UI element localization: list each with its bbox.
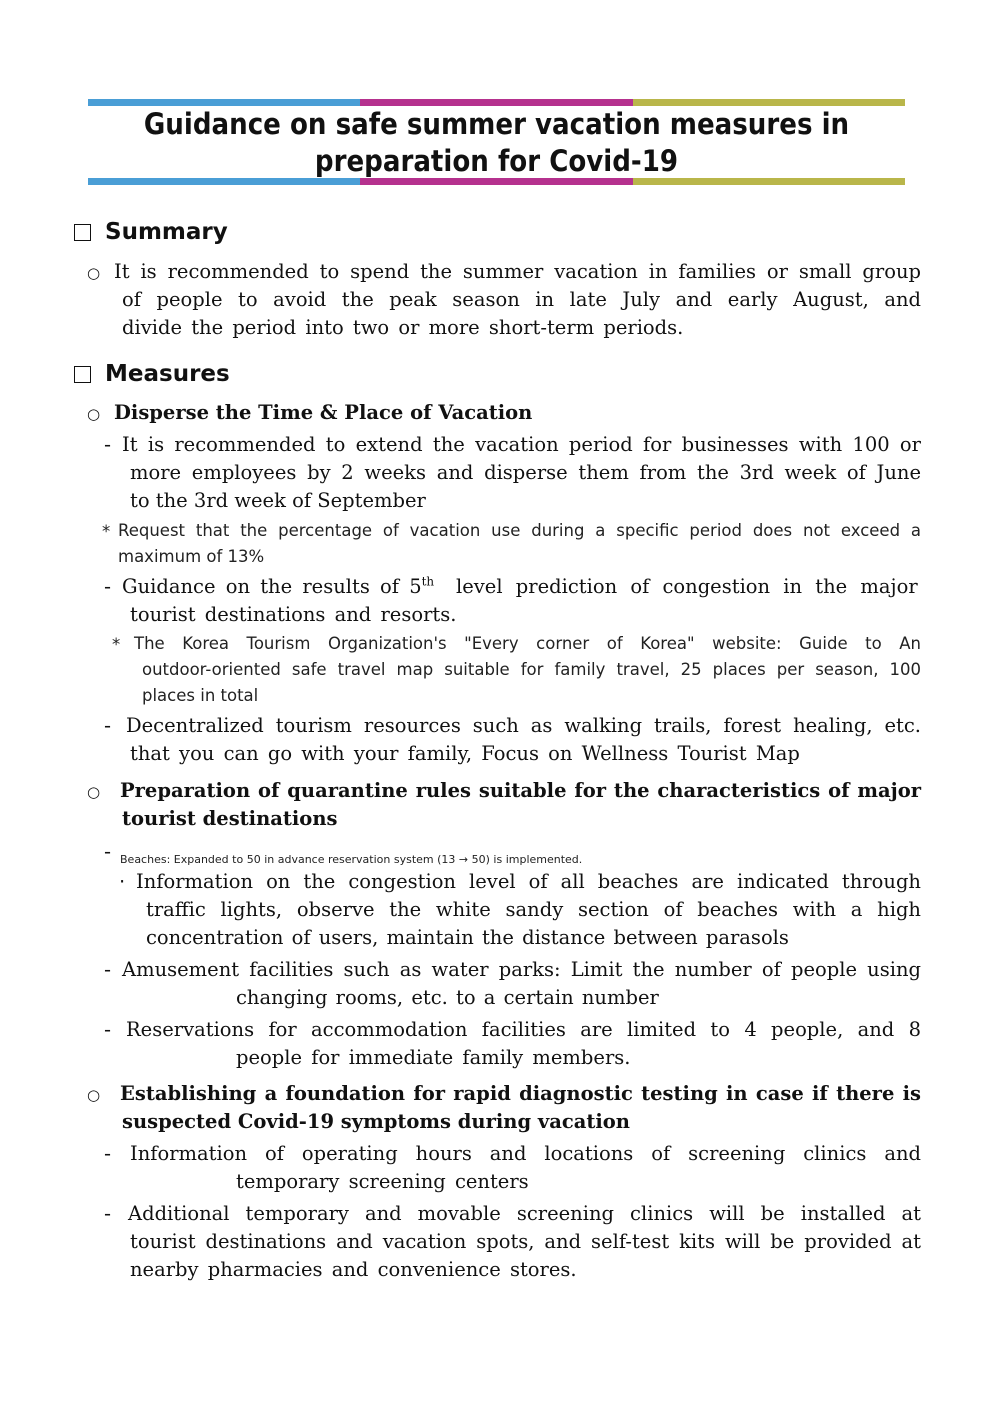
note-line: outdoor-oriented safe travel map suitable for family travel, 25 places per season, 100: [142, 660, 921, 679]
checkbox-square-icon: [74, 224, 91, 241]
superscript: th: [421, 574, 435, 589]
detail-line: more employees by 2 weeks and disperse them from the 3rd week of June: [130, 461, 921, 484]
middle-dot-bullet: ·: [119, 870, 126, 893]
circle-bullet-icon: ○: [87, 405, 101, 423]
section-title: Establishing a foundation for rapid diagnostic testing in case if there is: [120, 1082, 921, 1105]
circle-bullet-icon: ○: [87, 264, 101, 282]
asterisk-note-icon: *: [112, 635, 121, 654]
note-line: The Korea Tourism Organization's "Every corner of Korea" website: Guide to An: [134, 634, 921, 653]
note-line: places in total: [142, 686, 259, 705]
bar-segment-magenta: [360, 178, 632, 185]
detail-line: tourist destinations and vacation spots, and self-test kits will be provided at: [130, 1230, 921, 1253]
detail-line: It is recommended to extend the vacation period for businesses with 100 or: [122, 433, 921, 456]
bar-segment-magenta: [360, 99, 632, 106]
checkbox-square-icon: [74, 366, 91, 383]
detail-line: tourist destinations and resorts.: [130, 603, 457, 626]
dash-bullet: -: [104, 840, 112, 863]
detail-line: changing rooms, etc. to a certain number: [236, 986, 659, 1009]
circle-bullet-icon: ○: [87, 1086, 101, 1104]
dash-bullet: -: [104, 575, 112, 598]
dash-bullet: -: [104, 1142, 112, 1165]
detail-line: level prediction of congestion in the major: [456, 575, 918, 598]
detail-line: nearby pharmacies and convenience stores.: [130, 1258, 577, 1281]
detail-line: Information on the congestion level of all beaches are indicated through: [136, 870, 921, 893]
detail-line: [122, 573, 434, 601]
measures-heading-label: Measures: [105, 361, 230, 387]
asterisk-note-icon: *: [102, 522, 111, 541]
note-line: Request that the percentage of vacation use during a specific period does not exceed a: [118, 521, 921, 540]
summary-line: of people to avoid the peak season in late July and early August, and: [122, 288, 921, 311]
dash-bullet: -: [104, 1202, 112, 1225]
detail-line: Decentralized tourism resources such as walking trails, forest healing, etc.: [126, 714, 921, 737]
bar-segment-blue: [88, 178, 360, 185]
detail-line: Information of operating hours and locations of screening clinics and: [130, 1142, 921, 1165]
summary-heading-label: Summary: [105, 219, 228, 245]
bar-segment-blue: [88, 99, 360, 106]
dash-bullet: -: [104, 714, 112, 737]
title-line-1: Guidance on safe summer vacation measures in: [143, 107, 850, 141]
circle-bullet-icon: ○: [87, 783, 101, 801]
detail-line: Additional temporary and movable screening clinics will be installed at: [128, 1202, 921, 1225]
dash-bullet: -: [104, 1018, 112, 1041]
section-title: suspected Covid-19 symptoms during vacation: [122, 1110, 630, 1133]
detail-line: Amusement facilities such as water parks: Limit the number of people using: [122, 958, 921, 981]
beaches-line: Beaches: Expanded to 50 in advance reservation system (13 → 50) is implemented.: [120, 853, 583, 866]
summary-line: divide the period into two or more short-term periods.: [122, 316, 684, 339]
summary-heading: [74, 217, 228, 247]
summary-line: It is recommended to spend the summer vacation in families or small group: [114, 260, 921, 283]
detail-line: concentration of users, maintain the distance between parasols: [146, 926, 789, 949]
title-bar-top: [88, 99, 905, 106]
dash-bullet: -: [104, 433, 112, 456]
detail-line: temporary screening centers: [236, 1170, 529, 1193]
section-title: tourist destinations: [122, 807, 338, 830]
measures-heading: [74, 359, 230, 389]
detail-line: people for immediate family members.: [236, 1046, 631, 1069]
detail-text: Guidance on the results of 5: [122, 575, 422, 598]
title-bar-bottom: [88, 178, 905, 185]
bar-segment-olive: [633, 178, 905, 185]
note-line: maximum of 13%: [118, 547, 265, 566]
page-title: [129, 106, 864, 180]
detail-line: traffic lights, observe the white sandy section of beaches with a high: [146, 898, 921, 921]
detail-line: Reservations for accommodation facilities are limited to 4 people, and 8: [126, 1018, 921, 1041]
section-title: Preparation of quarantine rules suitable for the characteristics of major: [120, 779, 921, 802]
section-title: Disperse the Time & Place of Vacation: [114, 401, 533, 424]
title-line-2: preparation for Covid-19: [314, 144, 679, 178]
detail-line: to the 3rd week of September: [130, 489, 426, 512]
detail-line: that you can go with your family, Focus on Wellness Tourist Map: [130, 742, 800, 765]
dash-bullet: -: [104, 958, 112, 981]
bar-segment-olive: [633, 99, 905, 106]
